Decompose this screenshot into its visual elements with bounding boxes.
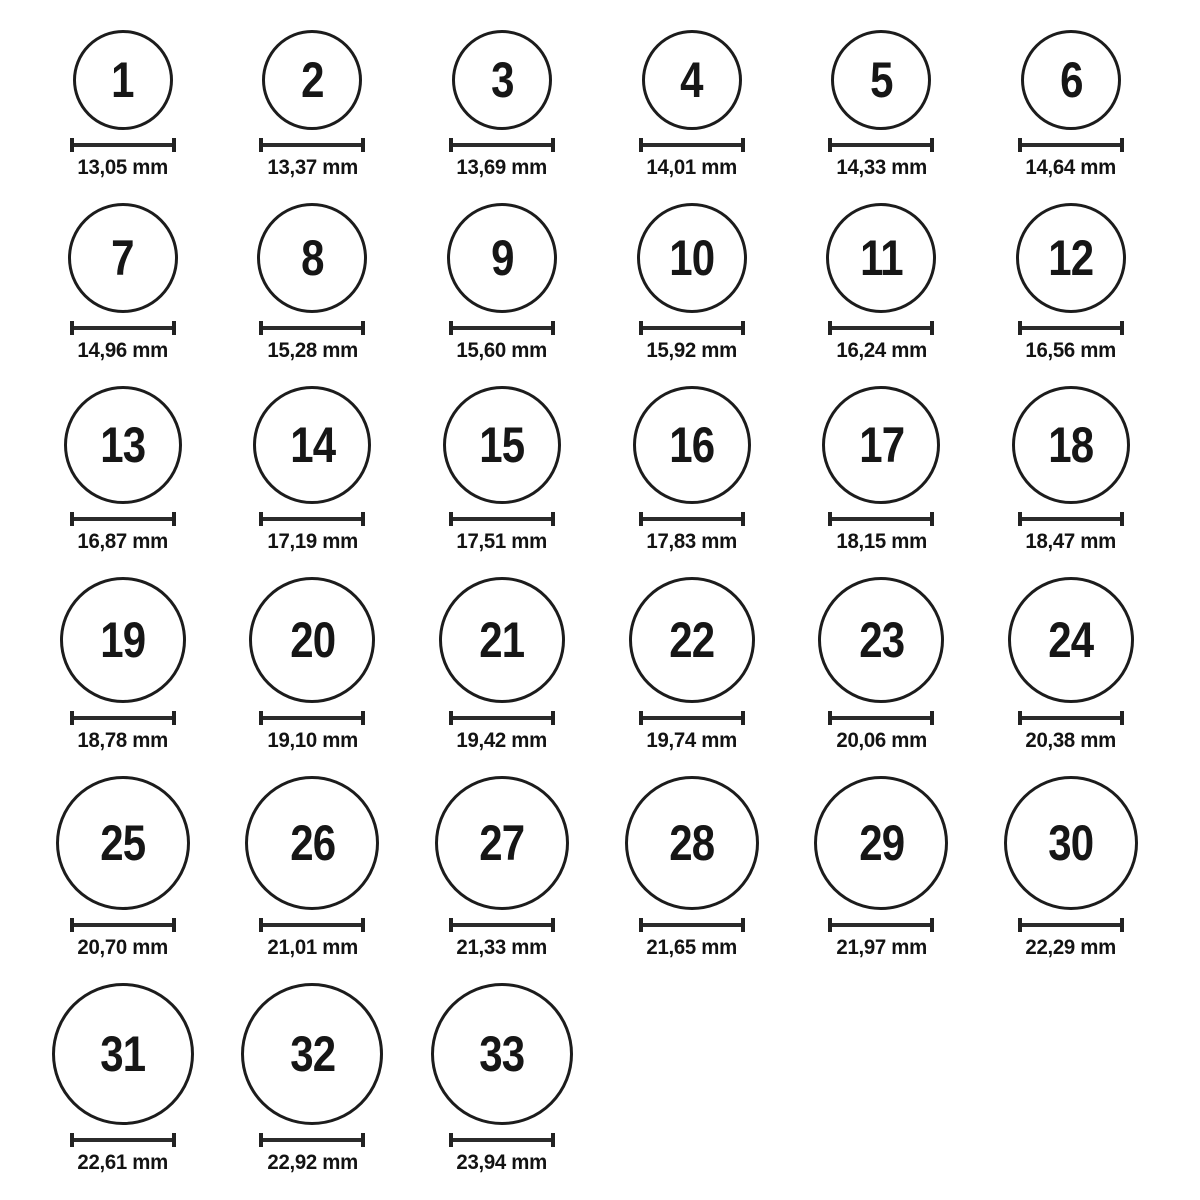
diameter-label: 14,96 mm (77, 339, 169, 362)
diameter-label: 13,69 mm (456, 156, 548, 179)
diameter-dimension-line (449, 512, 555, 526)
ring-size-number: 7 (111, 230, 135, 286)
diameter-label: 22,92 mm (267, 1151, 358, 1174)
ring-size-cell (447, 203, 557, 362)
ring-circle (831, 30, 931, 130)
diameter-dimension-line (449, 321, 555, 335)
ring-size-number: 31 (100, 1026, 146, 1082)
ring-size-number: 29 (858, 815, 905, 871)
ring-circle (245, 776, 379, 910)
diameter-label: 20,06 mm (836, 729, 927, 752)
ring-circle (1021, 30, 1121, 130)
diameter-dimension-line (70, 512, 176, 526)
diameter-label: 17,83 mm (646, 530, 738, 553)
diameter-label: 22,61 mm (77, 1151, 169, 1174)
ring-size-cell (1004, 776, 1138, 959)
diameter-dimension-line (449, 918, 555, 932)
diameter-dimension-line (259, 512, 365, 526)
diameter-label: 19,42 mm (456, 729, 548, 752)
diameter-label: 15,60 mm (456, 339, 548, 362)
diameter-dimension-line (639, 512, 745, 526)
diameter-dimension-line (70, 1133, 176, 1147)
diameter-dimension-line (1018, 138, 1124, 152)
ring-size-cell (822, 386, 940, 553)
diameter-label: 14,64 mm (1025, 156, 1117, 179)
ring-size-cell (259, 30, 365, 179)
ring-size-cell (257, 203, 367, 362)
diameter-dimension-line (259, 138, 365, 152)
ring-size-cell (56, 776, 190, 959)
ring-circle (443, 386, 561, 504)
diameter-label: 19,74 mm (646, 729, 738, 752)
ring-size-cell (443, 386, 561, 553)
diameter-label: 16,87 mm (77, 530, 169, 553)
diameter-dimension-line (1018, 918, 1124, 932)
diameter-label: 21,33 mm (456, 936, 548, 959)
ring-size-number: 32 (289, 1026, 336, 1082)
ring-size-number: 4 (680, 52, 704, 108)
ring-size-cell (814, 776, 948, 959)
ring-circle (73, 30, 173, 130)
diameter-dimension-line (828, 512, 934, 526)
ring-circle (253, 386, 371, 504)
diameter-dimension-line (639, 321, 745, 335)
diameter-dimension-line (70, 138, 176, 152)
ring-size-number: 30 (1048, 815, 1094, 871)
ring-size-cell (1016, 203, 1126, 362)
diameter-dimension-line (639, 138, 745, 152)
diameter-dimension-line (259, 1133, 365, 1147)
diameter-label: 16,24 mm (836, 339, 927, 362)
diameter-dimension-line (1018, 512, 1124, 526)
diameter-label: 14,01 mm (646, 156, 738, 179)
ring-size-number: 27 (479, 815, 525, 871)
ring-size-number: 3 (490, 52, 514, 108)
ring-size-cell (639, 30, 745, 179)
ring-size-cell (52, 983, 194, 1174)
diameter-dimension-line (70, 918, 176, 932)
diameter-dimension-line (1018, 321, 1124, 335)
diameter-dimension-line (449, 711, 555, 725)
ring-circle (68, 203, 178, 313)
ring-circle (439, 577, 565, 703)
ring-size-number: 24 (1048, 612, 1094, 668)
ring-size-cell (60, 577, 186, 752)
ring-size-cell (629, 577, 755, 752)
ring-circle (60, 577, 186, 703)
ring-size-cell (249, 577, 375, 752)
ring-size-number: 21 (479, 612, 525, 668)
ring-circle (447, 203, 557, 313)
ring-circle (1012, 386, 1130, 504)
ring-size-number: 22 (669, 612, 715, 668)
ring-circle (52, 983, 194, 1125)
ring-circle (1008, 577, 1134, 703)
ring-size-number: 28 (669, 815, 715, 871)
diameter-label: 13,37 mm (267, 156, 358, 179)
diameter-dimension-line (259, 321, 365, 335)
ring-size-number: 26 (289, 815, 336, 871)
diameter-dimension-line (259, 711, 365, 725)
ring-size-number: 23 (858, 612, 905, 668)
ring-size-number: 2 (301, 52, 324, 108)
diameter-label: 20,70 mm (77, 936, 169, 959)
ring-circle (826, 203, 936, 313)
ring-size-cell (1012, 386, 1130, 553)
ring-size-cell (435, 776, 569, 959)
ring-size-cell (245, 776, 379, 959)
ring-size-number: 16 (669, 417, 715, 473)
ring-circle (64, 386, 182, 504)
ring-size-number: 33 (479, 1026, 525, 1082)
ring-size-cell (637, 203, 747, 362)
ring-circle (431, 983, 573, 1125)
ring-circle (241, 983, 383, 1125)
diameter-label: 16,56 mm (1025, 339, 1117, 362)
diameter-label: 17,51 mm (456, 530, 548, 553)
ring-circle (262, 30, 362, 130)
diameter-label: 22,29 mm (1025, 936, 1117, 959)
diameter-label: 21,65 mm (646, 936, 738, 959)
ring-circle (633, 386, 751, 504)
diameter-dimension-line (70, 321, 176, 335)
diameter-dimension-line (259, 918, 365, 932)
ring-circle (1016, 203, 1126, 313)
ring-size-number: 12 (1048, 230, 1094, 286)
diameter-label: 15,28 mm (267, 339, 358, 362)
ring-circle (637, 203, 747, 313)
ring-size-number: 17 (858, 417, 905, 473)
diameter-label: 23,94 mm (456, 1151, 548, 1174)
ring-circle (249, 577, 375, 703)
ring-size-number: 1 (111, 52, 135, 108)
ring-size-number: 10 (669, 230, 715, 286)
ring-circle (257, 203, 367, 313)
diameter-label: 20,38 mm (1025, 729, 1117, 752)
diameter-dimension-line (70, 711, 176, 725)
ring-size-number: 19 (100, 612, 146, 668)
ring-circle (452, 30, 552, 130)
ring-circle (818, 577, 944, 703)
diameter-label: 13,05 mm (77, 156, 169, 179)
ring-size-cell (828, 30, 934, 179)
ring-size-number: 5 (870, 52, 893, 108)
diameter-label: 21,01 mm (267, 936, 358, 959)
ring-size-cell (64, 386, 182, 553)
ring-circle (56, 776, 190, 910)
diameter-dimension-line (449, 138, 555, 152)
ring-size-number: 18 (1048, 417, 1094, 473)
diameter-label: 17,19 mm (267, 530, 358, 553)
ring-size-cell (818, 577, 944, 752)
ring-circle (642, 30, 742, 130)
ring-size-cell (253, 386, 371, 553)
ring-circle (1004, 776, 1138, 910)
ring-size-cell (1008, 577, 1134, 752)
diameter-dimension-line (828, 711, 934, 725)
ring-size-cell (439, 577, 565, 752)
ring-circle (435, 776, 569, 910)
ring-size-cell (449, 30, 555, 179)
ring-circle (814, 776, 948, 910)
diameter-label: 19,10 mm (267, 729, 358, 752)
ring-size-number: 25 (100, 815, 146, 871)
ring-size-number: 6 (1059, 52, 1083, 108)
diameter-label: 21,97 mm (836, 936, 927, 959)
diameter-dimension-line (828, 138, 934, 152)
ring-size-number: 14 (289, 417, 336, 473)
ring-circle (629, 577, 755, 703)
diameter-label: 18,47 mm (1025, 530, 1117, 553)
ring-size-cell (1018, 30, 1124, 179)
diameter-label: 18,78 mm (77, 729, 169, 752)
ring-size-number: 13 (100, 417, 146, 473)
ring-size-cell (431, 983, 573, 1174)
diameter-label: 18,15 mm (836, 530, 927, 553)
ring-circle (625, 776, 759, 910)
ring-size-cell (241, 983, 383, 1174)
ring-size-number: 8 (301, 230, 324, 286)
ring-size-cell (68, 203, 178, 362)
diameter-label: 15,92 mm (646, 339, 738, 362)
diameter-dimension-line (639, 711, 745, 725)
ring-size-cell (826, 203, 936, 362)
ring-circle (822, 386, 940, 504)
ring-size-number: 20 (289, 612, 336, 668)
diameter-dimension-line (449, 1133, 555, 1147)
ring-size-cell (633, 386, 751, 553)
diameter-label: 14,33 mm (836, 156, 927, 179)
ring-size-number: 15 (479, 417, 525, 473)
diameter-dimension-line (1018, 711, 1124, 725)
diameter-dimension-line (828, 918, 934, 932)
diameter-dimension-line (828, 321, 934, 335)
diameter-dimension-line (639, 918, 745, 932)
ring-size-number: 11 (860, 230, 903, 286)
ring-size-cell (70, 30, 176, 179)
ring-size-number: 9 (490, 230, 514, 286)
ring-size-cell (625, 776, 759, 959)
